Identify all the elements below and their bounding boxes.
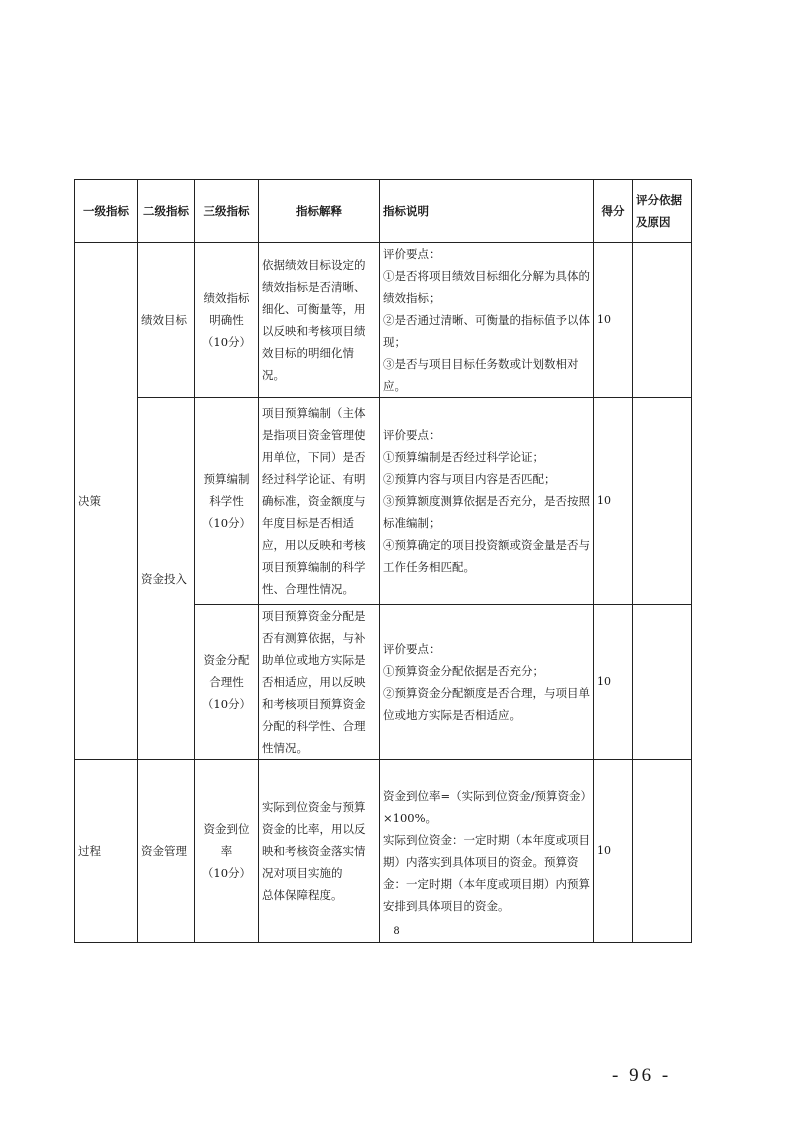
level3-cell (195, 605, 259, 760)
header-score: 得分 (594, 180, 633, 243)
description-cell (380, 760, 594, 943)
description-cell (380, 398, 594, 605)
basis-cell (633, 760, 692, 943)
description-line: 评价要点： (383, 428, 441, 442)
inner-page-number: 8 (393, 926, 400, 937)
header-level2: 二级指标 (138, 180, 195, 243)
table-row (75, 243, 692, 398)
description-line: ①预算编制是否经过科学论证； (383, 450, 544, 464)
explanation-cell: 依据绩效目标设定的绩效指标是否清晰、细化、可衡量等，用以反映和考核项目绩效目标的明细化情况。 (259, 243, 380, 398)
score-cell: 10 (594, 605, 633, 760)
level1-cell: 决策 (75, 243, 138, 760)
level3-line: 绩效指标 (203, 291, 250, 305)
outer-page-number: - 96 - (612, 1065, 672, 1086)
description-line: ④预算确定的项目投资额或资金量是否与工作任务相匹配。 (383, 538, 590, 574)
header-explanation: 指标解释 (259, 180, 380, 243)
description-line: 实际到位资金：一定时期（本年度或项目期）内落实到具体项目的资金。预算资金：一定时期（本年度或项目期）内预算安排到具体项目的资金。 (383, 833, 590, 913)
header-level3: 三级指标 (195, 180, 259, 243)
description-line: ②预算资金分配额度是否合理，与项目单位或地方实际是否相适应。 (383, 686, 590, 722)
description-line: ②预算内容与项目内容是否匹配； (383, 472, 556, 486)
header-description: 指标说明 (380, 180, 594, 243)
explanation-line: 实际到位资金与预算资金的比率，用以反映和考核资金落实情况对项目实施的 (262, 800, 366, 880)
level3-line: （10分） (201, 697, 252, 711)
level3-line: （10分） (201, 866, 252, 880)
basis-cell (633, 243, 692, 398)
explanation-cell: 项目预算编制（主体是指项目资金管理使用单位，下同）是否经过科学论证、有明确标准，资金额度与年度目标是否相适应，用以反映和考核项目预算编制的科学性、合理性情况。 (259, 398, 380, 605)
level3-cell (195, 243, 259, 398)
description-cell (380, 243, 594, 398)
description-line: 评价要点： (383, 642, 441, 656)
score-cell: 10 (594, 243, 633, 398)
level3-line: 明确性 (209, 313, 244, 327)
score-cell: 10 (594, 760, 633, 943)
level3-cell (195, 760, 259, 943)
description-line: ①预算资金分配依据是否充分； (383, 664, 544, 678)
description-line: 评价要点： (383, 247, 441, 261)
description-line: 资金到位率=（实际到位资金/预算资金）×100%。 (383, 789, 587, 825)
header-basis: 评分依据及原因 (633, 180, 692, 243)
level3-line: 资金分配 (203, 653, 250, 667)
description-line: ②是否通过清晰、可衡量的指标值予以体现； (383, 313, 590, 349)
level2-cell: 绩效目标 (138, 243, 195, 398)
explanation-cell (259, 760, 380, 943)
level3-line: 合理性 (209, 675, 244, 689)
indicator-table (74, 179, 692, 943)
header-level1: 一级指标 (75, 180, 138, 243)
description-line: ③预算额度测算依据是否充分，是否按照标准编制； (383, 494, 590, 530)
level3-line: 资金到位率 (203, 822, 250, 858)
level3-line: 科学性 (209, 494, 244, 508)
table-row (75, 398, 692, 605)
table-row (75, 760, 692, 943)
description-cell (380, 605, 594, 760)
description-line: ①是否将项目绩效目标细化分解为具体的绩效指标； (383, 269, 590, 305)
level3-cell (195, 398, 259, 605)
basis-cell (633, 605, 692, 760)
level3-line: （10分） (201, 335, 252, 349)
level2-cell: 资金投入 (138, 398, 195, 760)
level1-cell: 过程 (75, 760, 138, 943)
description-line: ③是否与项目目标任务数或计划数相对应。 (383, 357, 579, 393)
table-header-row (75, 180, 692, 243)
explanation-line: 总体保障程度。 (262, 888, 343, 902)
level2-cell: 资金管理 (138, 760, 195, 943)
score-cell: 10 (594, 398, 633, 605)
level3-line: 预算编制 (203, 472, 250, 486)
explanation-cell: 项目预算资金分配是否有测算依据，与补助单位或地方实际是否相适应，用以反映和考核项目预算资金分配的科学性、合理性情况。 (259, 605, 380, 760)
basis-cell (633, 398, 692, 605)
level3-line: （10分） (201, 516, 252, 530)
